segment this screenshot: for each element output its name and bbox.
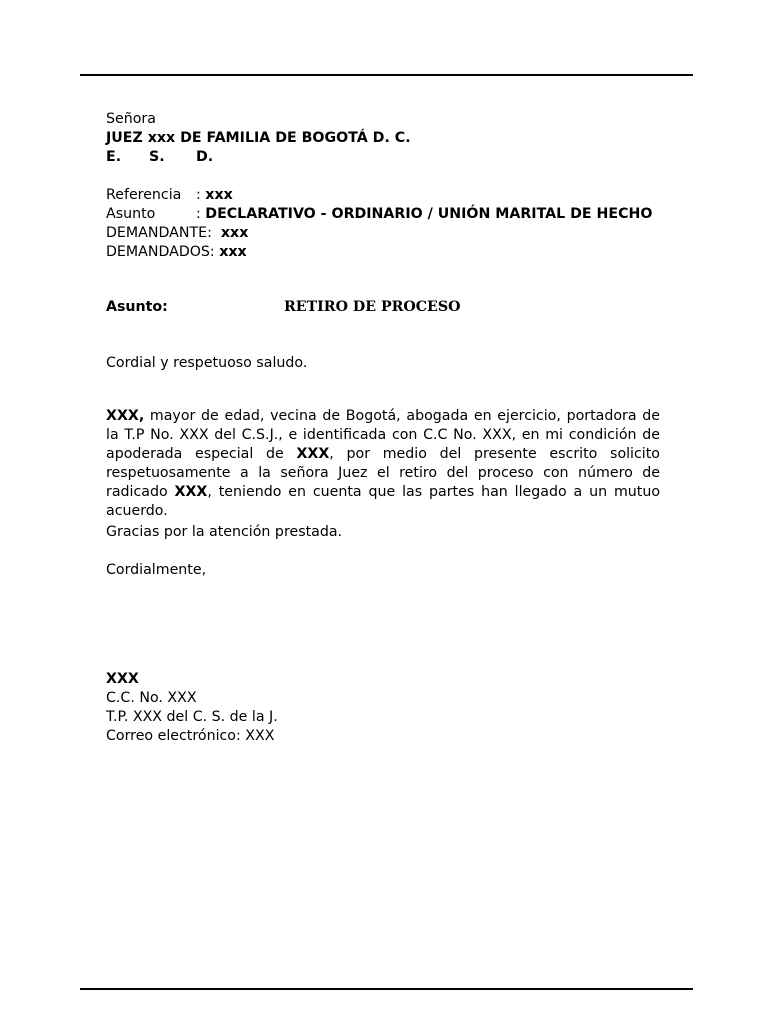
body-part1: mayor de edad, vecina de Bogotá, abogada en ejercicio, portadora de la T.P No. XXX del C.S.J., e identificada con C.C No. XXX, en mi condición de apoderada especial de [106,408,660,462]
matter-label: Asunto [106,206,156,222]
court-addressee: JUEZ xxx DE FAMILIA DE BOGOTÁ D. C. [106,130,411,146]
subject-row [106,298,660,317]
reference-row: Referencia : xxx [106,187,233,203]
matter-row: Asunto : DECLARATIVO - ORDINARIO / UNIÓN MARITAL DE HECHO [106,206,653,222]
bottom-rule [80,988,693,990]
body-client: XXX [296,446,330,462]
defendants-value: xxx [219,244,247,260]
body-name: XXX, [106,408,145,424]
esd-line [106,148,660,167]
signature-email: Correo electrónico: XXX [106,728,275,744]
plaintiff-label: DEMANDANTE: [106,225,212,241]
esd-s: S. [149,149,165,165]
body-paragraph [106,407,660,521]
signature-block [106,670,278,746]
subject-value: RETIRO DE PROCESO [284,299,461,315]
signature-id: C.C. No. XXX [106,690,197,706]
plaintiff-value: xxx [220,225,249,241]
plaintiff-row [106,224,660,243]
matter-value: DECLARATIVO - ORDINARIO / UNIÓN MARITAL DE HECHO [205,206,653,222]
thanks-line: Gracias por la atención prestada. [106,524,343,540]
signature-license: T.P. XXX del C. S. de la J. [106,709,278,725]
esd-e: E. [106,149,122,165]
signature-name: XXX [106,671,139,687]
salutation: Señora [106,111,156,127]
reference-value: xxx [205,187,233,203]
body-part3: , teniendo en cuenta que las partes han llegado a un mutuo acuerdo. [106,484,660,519]
greeting: Cordial y respetuoso saludo. [106,355,308,371]
body-part2: , por medio del presente escrito solicito respetuosamente a la señora Juez el retiro del proceso con número de radicado [106,446,660,500]
closing-line: Cordialmente, [106,562,207,578]
subject-label: Asunto: [106,299,168,315]
defendants-row [106,243,660,262]
defendants-label: DEMANDADOS: [106,244,215,260]
body-case-number: XXX [174,484,208,500]
top-rule [80,74,693,76]
esd-d: D. [196,149,214,165]
letter-page [106,110,660,744]
reference-label: Referencia [106,187,182,203]
